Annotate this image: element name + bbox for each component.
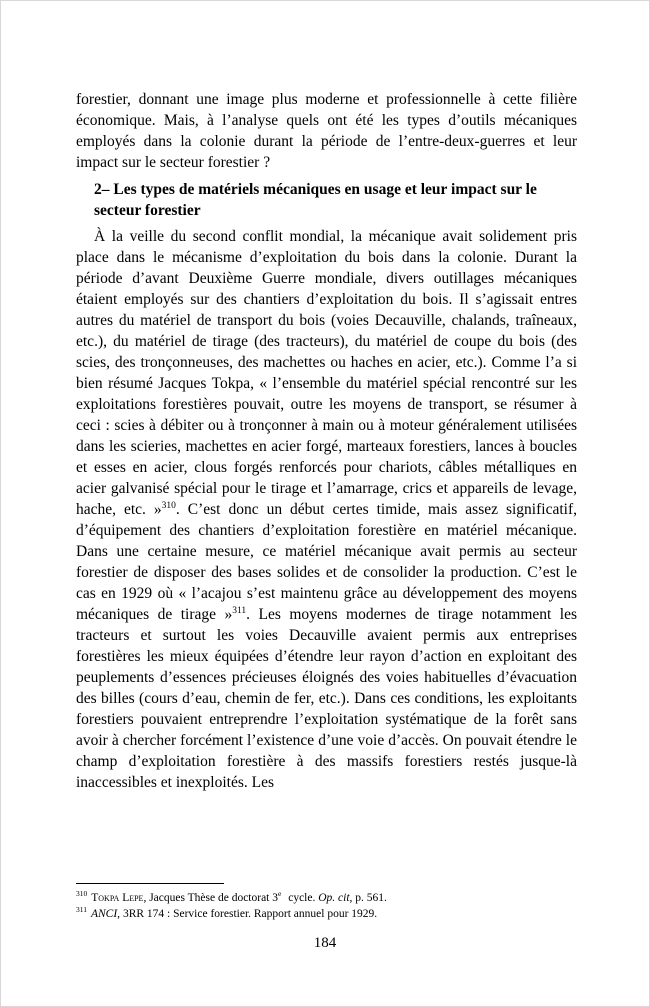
footnote-text-c: , p. 561. (349, 892, 387, 904)
footnote-separator (76, 883, 224, 884)
footnote-ref-311: 311 (232, 605, 247, 616)
body-text-part1: À la veille du second conflit mondial, la mécanique avait solidement pris place dans le mécanisme d’exploitation du bois dans la colonie. Durant la période d’avant Deuxième Guerre mondiale, divers outillages mécaniques étaient employés sur des chantiers d’exploitation du bois. Il s’agissait entres autres du matériel de transport du bois (voies Decauville, chalands, traîneaux, etc.), du matériel de tirage (des tracteurs), du matériel de coupe du bois (des scies, des tronçonneuses, des machettes ou haches en acier, etc.). Comme l’a si bien résumé Jacques Tokpa, « l’ensemble du matériel spécial rencontré sur les exploitations forestières pouvait, outre les moyens de transport, se résumer à ceci : scies à débiter ou à tronçonner à main ou à moteur généralement utilisées dans les scieries, machettes en acier forgé, marteaux forestiers, lances à boucles et esses en acier, clous forgés renforcés pour chariots, câbles métalliques en acier galvanisé spécial pour le tirage et l’amarrage, crics et appareils de levage, hache, etc. » (76, 228, 577, 518)
footnote-author: Tokpa Lepe (91, 892, 144, 904)
footnote-text: 3RR 174 : Service forestier. Rapport annuel pour 1929. (120, 907, 378, 920)
body-text-part2: . C’est donc un début certes timide, mais assez significatif, d’équipement des chantiers d’exploitation forestière en matériel mécanique. Dans une certaine mesure, ce matériel mécanique avait permis au secteur forestier de disposer des bases solides et de consolider la production. C’est le cas en 1929 où « l’acajou s’est maintenu grâce au développement des moyens mécaniques de tirage » (76, 501, 577, 623)
footnote-310 (76, 891, 577, 907)
section-heading: 2– Les types de matériels mécaniques en usage et leur impact sur le secteur forestier (94, 181, 537, 219)
body-text-part3: . Les moyens modernes de tirage notamment les tracteurs et surtout les voies Decauville avaient permis aux entreprises forestières les mieux équipées d’étendre leur rayon d’action en exploitant des peuplements d’essences précieuses éloignés des voies habituelles d’évacuation des billes (cours d’eau, chemin de fer, etc.). Dans ces conditions, les exploitants forestiers pouvaient entreprendre l’exploitation systématique de la forêt sans avoir à chercher forcément l’existence d’une voie d’accès. On pouvait étendre le champ d’exploitation forestière à des massifs forestiers restés jusque-là inaccessibles et inexploités. Les (76, 606, 577, 791)
footnote-ordinal: e (278, 889, 282, 899)
footnote-marker-311: 311 (76, 904, 87, 914)
footnote-source: ANCI, (90, 907, 121, 920)
footnote-text-a: , Jacques Thèse de doctorat 3 (143, 892, 278, 904)
footnote-marker-310: 310 (76, 889, 88, 899)
paragraph-body (76, 226, 577, 793)
footnote-ref-310: 310 (161, 500, 176, 511)
page-number: 184 (313, 935, 337, 951)
footnote-opcit: Op. cit (318, 892, 350, 904)
footnote-text-b: cycle. (285, 892, 319, 904)
footnotes-section (76, 883, 577, 922)
footnote-311 (76, 904, 577, 923)
paragraph-intro: forestier, donnant une image plus moderne et professionnelle à cette filière économique. Mais, à l’analyse quels ont été les types d’outils mécaniques employés dans la colonie durant la période de l’entre-deux-guerres et leur impact sur le secteur forestier ? (76, 91, 577, 171)
text-block (76, 89, 577, 793)
